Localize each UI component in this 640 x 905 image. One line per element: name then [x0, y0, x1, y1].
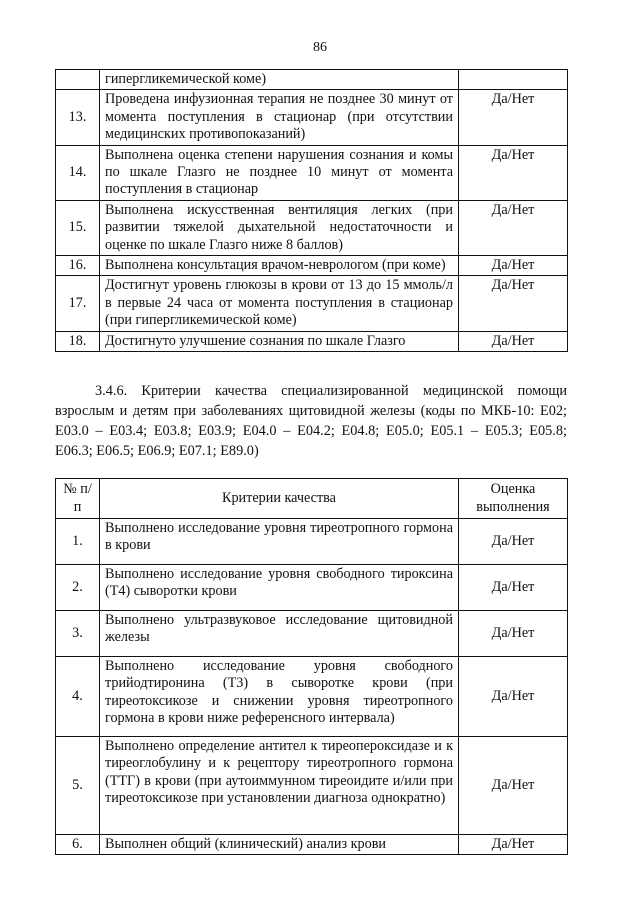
header-number: № п/п: [56, 479, 100, 519]
row-number: 16.: [56, 256, 100, 276]
table-row: [56, 611, 568, 657]
row-number: 4.: [56, 657, 100, 737]
criterion-text: Выполнено ультразвуковое исследование щитовидной железы: [100, 611, 459, 657]
table-row: [56, 256, 568, 276]
criterion-text: Выполнено исследование уровня свободного трийодтиронина (Т3) в сыворотке крови (при тиреотоксикозе и снижении уровня тиреотропного гормона в крови ниже референсного интервала): [100, 657, 459, 737]
table-row: [56, 835, 568, 855]
criterion-text: гипергликемической коме): [100, 70, 459, 90]
evaluation-cell: Да/Нет: [459, 565, 568, 611]
table-row: [56, 519, 568, 565]
row-number: 15.: [56, 200, 100, 255]
table-row: [56, 657, 568, 737]
evaluation-cell: Да/Нет: [459, 611, 568, 657]
row-number: 3.: [56, 611, 100, 657]
table-row: [56, 565, 568, 611]
row-number: 5.: [56, 737, 100, 835]
evaluation-cell: Да/Нет: [459, 657, 568, 737]
criterion-text: Достигнут уровень глюкозы в крови от 13 до 15 ммоль/л в первые 24 часа от момента поступления в стационар (при гипергликемической коме): [100, 276, 459, 331]
criterion-text: Выполнена искусственная вентиляция легких (при развитии тяжелой дыхательной недостаточности и оценке по шкале Глазго ниже 8 баллов): [100, 200, 459, 255]
section-heading: [55, 381, 567, 461]
evaluation-cell: Да/Нет: [459, 519, 568, 565]
criterion-text: Выполнено исследование уровня свободного тироксина (Т4) сыворотки крови: [100, 565, 459, 611]
table-header-row: [56, 479, 568, 519]
evaluation-cell: Да/Нет: [459, 200, 568, 255]
table-row: [56, 276, 568, 331]
section-paragraph: 3.4.6. Критерии качества специализированной медицинской помощи взрослым и детям при заболеваниях щитовидной железы (коды по МКБ-10: E02; E03.0 – E03.4; E03.8; E03.9; E04.0 – E04.2; E04.8; E05.0; E05.1 – E05.3; E05.8; E06.3; E06.5; E06.9; E07.1; E89.0): [55, 383, 567, 459]
criterion-text: Выполнена консультация врачом-неврологом (при коме): [100, 256, 459, 276]
header-criteria: Критерии качества: [100, 479, 459, 519]
criterion-text: Проведена инфузионная терапия не позднее 30 минут от момента поступления в стационар (при отсутствии медицинских противопоказаний): [100, 90, 459, 145]
row-number: 1.: [56, 519, 100, 565]
row-number: 17.: [56, 276, 100, 331]
row-number: 6.: [56, 835, 100, 855]
criterion-text: Выполнен общий (клинический) анализ крови: [100, 835, 459, 855]
evaluation-cell: Да/Нет: [459, 835, 568, 855]
criteria-table-continued: [55, 69, 568, 352]
row-number: 14.: [56, 145, 100, 200]
evaluation-cell: [459, 70, 568, 90]
row-number: 2.: [56, 565, 100, 611]
thyroid-criteria-table: [55, 478, 568, 855]
evaluation-cell: Да/Нет: [459, 737, 568, 835]
criterion-text: Выполнено исследование уровня тиреотропного гормона в крови: [100, 519, 459, 565]
table-row: [56, 331, 568, 351]
page-number: 86: [313, 40, 327, 55]
row-number: [56, 70, 100, 90]
evaluation-cell: Да/Нет: [459, 276, 568, 331]
header-evaluation: Оценка выполнения: [459, 479, 568, 519]
criterion-text: Выполнено определение антител к тиреопероксидазе и к тиреоглобулину и к рецептору тиреотропного гормона (ТТГ) в крови (при аутоиммунном тиреоидите и/или при тиреотоксикозе при установлении диагноза однократно): [100, 737, 459, 835]
evaluation-cell: Да/Нет: [459, 145, 568, 200]
table-row: [56, 70, 568, 90]
evaluation-cell: Да/Нет: [459, 256, 568, 276]
row-number: 18.: [56, 331, 100, 351]
table-row: [56, 737, 568, 835]
table-row: [56, 200, 568, 255]
table-row: [56, 90, 568, 145]
criterion-text: Выполнена оценка степени нарушения сознания и комы по шкале Глазго не позднее 10 минут от момента поступления в стационар: [100, 145, 459, 200]
evaluation-cell: Да/Нет: [459, 331, 568, 351]
row-number: 13.: [56, 90, 100, 145]
evaluation-cell: Да/Нет: [459, 90, 568, 145]
table-row: [56, 145, 568, 200]
criterion-text: Достигнуто улучшение сознания по шкале Глазго: [100, 331, 459, 351]
